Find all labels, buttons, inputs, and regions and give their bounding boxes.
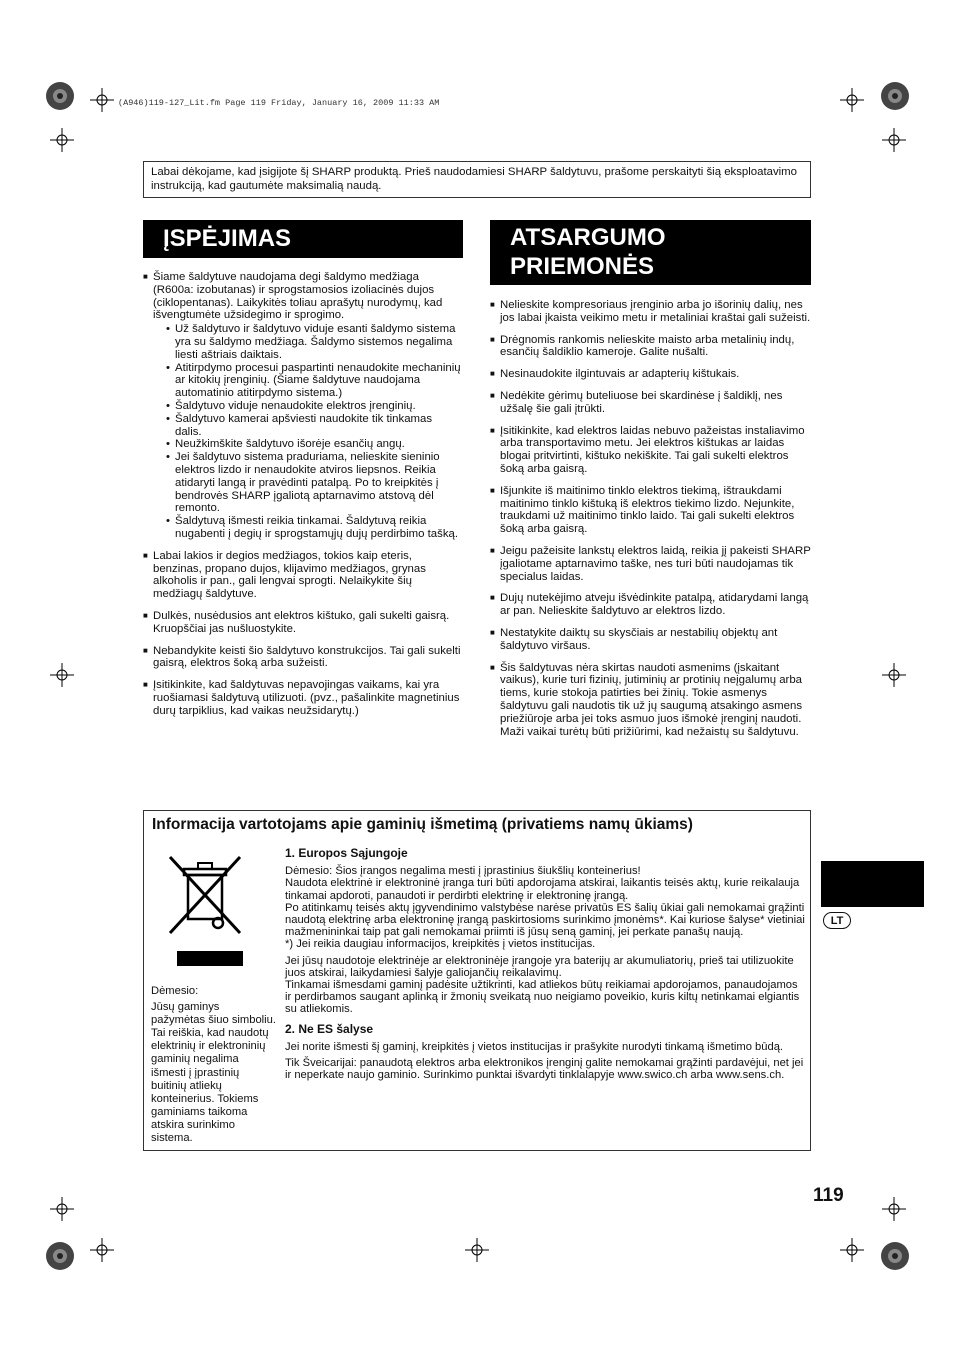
disposal-title: Informacija vartotojams apie gaminių išmetimą (privatiems namų ūkiams) bbox=[152, 816, 693, 833]
list-item bbox=[143, 271, 461, 541]
list-item: ■ Įsitikinkite, kad šaldytuvas nepavojingas vaikams, kai yra ruošiamasi šaldytuvą utilizuoti. (pvz., pašalinkite magnetinius durų tarpiklius, kad vaikas neužsidarytų.) bbox=[143, 679, 461, 717]
caution-title-line: ATSARGUMO bbox=[510, 224, 666, 251]
sub-list-item: • Už šaldytuvo ir šaldytuvo viduje esanti šaldymo sistema yra su šaldymo medžiaga. Šaldymo sistemos negalima liesti aštriais daiktais. bbox=[166, 323, 461, 361]
crosshair-icon bbox=[90, 1238, 114, 1262]
sub-list-item: • Šaldytuvą išmesti reikia tinkamai. Šaldytuvą reikia nugabenti į degių ir sprogstamųjų dujų perdirbimo tašką. bbox=[166, 515, 461, 541]
note-label: Dėmesio: bbox=[151, 985, 199, 997]
section-heading: 2. Ne ES šalyse bbox=[285, 1021, 374, 1036]
registration-target-icon bbox=[42, 78, 78, 114]
list-item: ■ Dujų nutekėjimo atveju išvėdinkite patalpą, atidarydami langą ar pan. Nelieskite šaldytuvo ar elektros lizdo. bbox=[490, 592, 812, 618]
language-badge: LT bbox=[823, 912, 851, 929]
list-item: ■ Drėgnomis rankomis nelieskite maisto arba metalinių indų, esančių šaldiklio kameroje. Galite nušalti. bbox=[490, 334, 812, 360]
list-item: ■ Labai lakios ir degios medžiagos, tokios kaip eteris, benzinas, propano dujos, klijavimo medžiagos, grynas alkoholis ir pan., gali lengvai sprogti. Nelaikykite šių medžiagų šaldytuve. bbox=[143, 550, 461, 601]
crosshair-icon bbox=[882, 1197, 906, 1221]
registration-target-icon bbox=[42, 1238, 78, 1274]
list-item: ■ Dulkės, nusėdusios ant elektros kištuko, gali sukelti gaisrą. Kruopščiai jas nušluostykite. bbox=[143, 610, 461, 636]
paragraph: Dėmesio: Šios įrangos negalima mesti į įprastinius šiukšlių konteinerius! bbox=[285, 865, 641, 878]
list-item: ■ Išjunkite iš maitinimo tinklo elektros tiekimą, ištraukdami maitinimo tinklo kištuką iš elektros tiekimo lizdo. Nejunkite, traukdami už maitinimo tinklo laido. Tai gali sukelti elektros šoką arba gaisrą. bbox=[490, 485, 812, 536]
paragraph: *) Jei reikia daugiau informacijos, kreipkitės į vietos institucijas. bbox=[285, 938, 596, 951]
crosshair-icon bbox=[50, 1197, 74, 1221]
sub-list-item: • Šaldytuvo kamerai apšviesti naudokite tik tinkamas dalis. bbox=[166, 413, 461, 439]
crosshair-icon bbox=[465, 1238, 489, 1262]
paragraph: Po atitinkamų teisės aktų įgyvendinimo valstybėse narėse privatūs ES šalių ūkiai gali nemokamai grąžinti naudotą elektrinę arba elektroninę įrangą paskirtosioms surinkimo įmonėms*. Kai kuriose šalyse* vietiniai mažmenininkai taip pat gali nemokamai priimti iš jūsų seną gaminį, jei perkate panašų naują. bbox=[285, 901, 805, 939]
page-number: 119 bbox=[813, 1185, 844, 1206]
disposal-info-box bbox=[143, 810, 811, 1151]
sub-list-item: • Atitirpdymo procesui paspartinti nenaudokite mechaninių ar kitokių įrenginių. (Šiame šaldytuve naudojama automatinio atitirpdymo sistema.) bbox=[166, 362, 461, 400]
sub-list-item: • Šaldytuvo viduje nenaudokite elektros įrenginių. bbox=[166, 400, 461, 413]
paragraph: Jei jūsų naudotoje elektrinėje ar elektroninėje įrangoje yra baterijų ar akumuliatorių, prieš tai utilizuokite juos atskirai, laikydamiesi šalyje galiojančių reikalavimų. bbox=[285, 954, 794, 979]
list-item: ■ Įsitikinkite, kad elektros laidas nebuvo pažeistas instaliavimo arba transportavimo metu. Jei elektros kištukas ar laidas blogai pritvirtinti, kištuko nekiškite. Tai gali sukelti elektros šoką arba gaisrą. bbox=[490, 425, 812, 476]
sub-list-item: • Jei šaldytuvo sistema praduriama, nelieskite sieninio elektros lizdo ir nenaudokite atviros liepsnos. Reikia atidaryti langą ir pravėdinti patalpą. Po to kreipkitės į bendrovės SHARP įgaliotą aptarnavimo atstovą dėl remonto. bbox=[166, 451, 461, 515]
sub-list-item: • Neužkimškite šaldytuvo išorėje esančių angų. bbox=[166, 438, 461, 451]
list-item: ■ Jeigu pažeisite lankstų elektros laidą, reikia jį pakeisti SHARP įgaliotame aptarnavimo taške, nes turi būti naudojamas tik specialus laidas. bbox=[490, 545, 812, 583]
crosshair-icon bbox=[50, 128, 74, 152]
crosshair-icon bbox=[840, 88, 864, 112]
side-tab bbox=[821, 861, 924, 907]
list-item: ■ Nelieskite kompresoriaus įrenginio arba jo išorinių dalių, nes jos labai įkaista veikimo metu ir metaliniai kraštai gali sužeisti. bbox=[490, 299, 812, 325]
list-item: ■ Nebandykite keisti šio šaldytuvo konstrukcijos. Tai gali sukelti gaisrą, elektros šoką arba sužeisti. bbox=[143, 645, 461, 671]
paragraph: Jei norite išmesti šį gaminį, kreipkitės į vietos institucijas ir prašykite nurodyti tinkamą išmetimo būdą. bbox=[285, 1040, 784, 1053]
warning-section bbox=[143, 271, 461, 727]
caution-section bbox=[490, 299, 812, 747]
paragraph: Tinkamai išmesdami gaminį padėsite užtikrinti, kad atliekos būtų reikiamai apdorojamos, panaudojamos ir perdirbamos saugant aplinką ir žmonių sveikatą nuo neigiamo poveikio, kuris kiltų netinkamai elgiantis su atliekomis. bbox=[285, 979, 800, 1016]
warning-title: ĮSPĖJIMAS bbox=[143, 220, 463, 258]
paragraph: Naudota elektrinė ir elektroninė įranga turi būti apdorojama atskirai, laikantis teisės aktų, kurie reikalauja tinkamai apdoroti, panaudoti ir perdirbti elektrinę ir elektroninę įrangą. bbox=[285, 877, 800, 902]
registration-target-icon bbox=[877, 78, 913, 114]
list-item: ■ Šis šaldytuvas nėra skirtas naudoti asmenims (įskaitant vaikus), kurie turi fizinių, jutiminių ar protinių neįgalumų arba tiems, kurie stokoja patirties bei žinių. Tokie asmenys šaldytuvu gali naudotis tik už jų saugumą atsakingo asmens priežiūroje arba jei toks asmuo juos išmokė įrenginį naudoti. Maži vaikai turėtų būti prižiūrimi, kad nežaistų su šaldytuvu. bbox=[490, 662, 812, 739]
crosshair-icon bbox=[90, 88, 114, 112]
registration-target-icon bbox=[877, 1238, 913, 1274]
caution-title-line: PRIEMONĖS bbox=[510, 253, 655, 280]
crosshair-icon bbox=[50, 663, 74, 687]
disposal-body bbox=[285, 847, 806, 1081]
intro-box: Labai dėkojame, kad įsigijote šį SHARP produktą. Prieš naudodamiesi SHARP šaldytuvu, prašome perskaityti šią eksploatavimo instrukciją, kad gautumėte maksimalią naudą. bbox=[143, 161, 811, 198]
caution-title bbox=[490, 220, 811, 285]
section-heading: 1. Europos Sąjungoje bbox=[285, 846, 408, 860]
crosshair-icon bbox=[882, 128, 906, 152]
black-bar-marker bbox=[177, 951, 243, 966]
warning-item-text: Šiame šaldytuve naudojama degi šaldymo medžiaga (R600a: izobutanas) ir sprogstamosios izoliacinės dujos (ciklopentanas). Laikykitės toliau aprašytų nurodymų, kad išvengtumėte užsidegimo ir sprogimo. bbox=[153, 271, 443, 322]
crosshair-icon bbox=[840, 1238, 864, 1262]
disposal-note bbox=[151, 985, 276, 1145]
list-item: ■ Nestatykite daiktų su skysčiais ar nestabilių objektų ant šaldytuvo viršaus. bbox=[490, 627, 812, 653]
crosshair-icon bbox=[882, 663, 906, 687]
list-item: ■ Nesinaudokite ilgintuvais ar adapterių kištukais. bbox=[490, 368, 812, 381]
note-text: Jūsų gaminys pažymėtas šiuo simboliu. Tai reiškia, kad naudotų elektrinių ir elektroninių gaminių negalima išmesti į įprastinių buitinių atliekų konteinerius. Tokiems gaminiams taikoma atskira surinkimo sistema. bbox=[151, 1001, 276, 1145]
crossed-bin-icon bbox=[166, 853, 244, 937]
list-item: ■ Nedėkite gėrimų buteliuose bei skardinėse į šaldiklį, nes užšalę šie gali įtrūkti. bbox=[490, 390, 812, 416]
paragraph: Tik Šveicarijai: panaudotą elektros arba elektronikos įrenginį galite nemokamai grąžinti pardavėjui, net jei ir neperkate naujo gaminio. Surinkimo punktai išvardyti tinklalapyje www.swico.ch arba www.sens.ch. bbox=[285, 1057, 804, 1082]
file-header-line: (A946)119-127_Lit.fm Page 119 Friday, January 16, 2009 11:33 AM bbox=[118, 98, 440, 108]
